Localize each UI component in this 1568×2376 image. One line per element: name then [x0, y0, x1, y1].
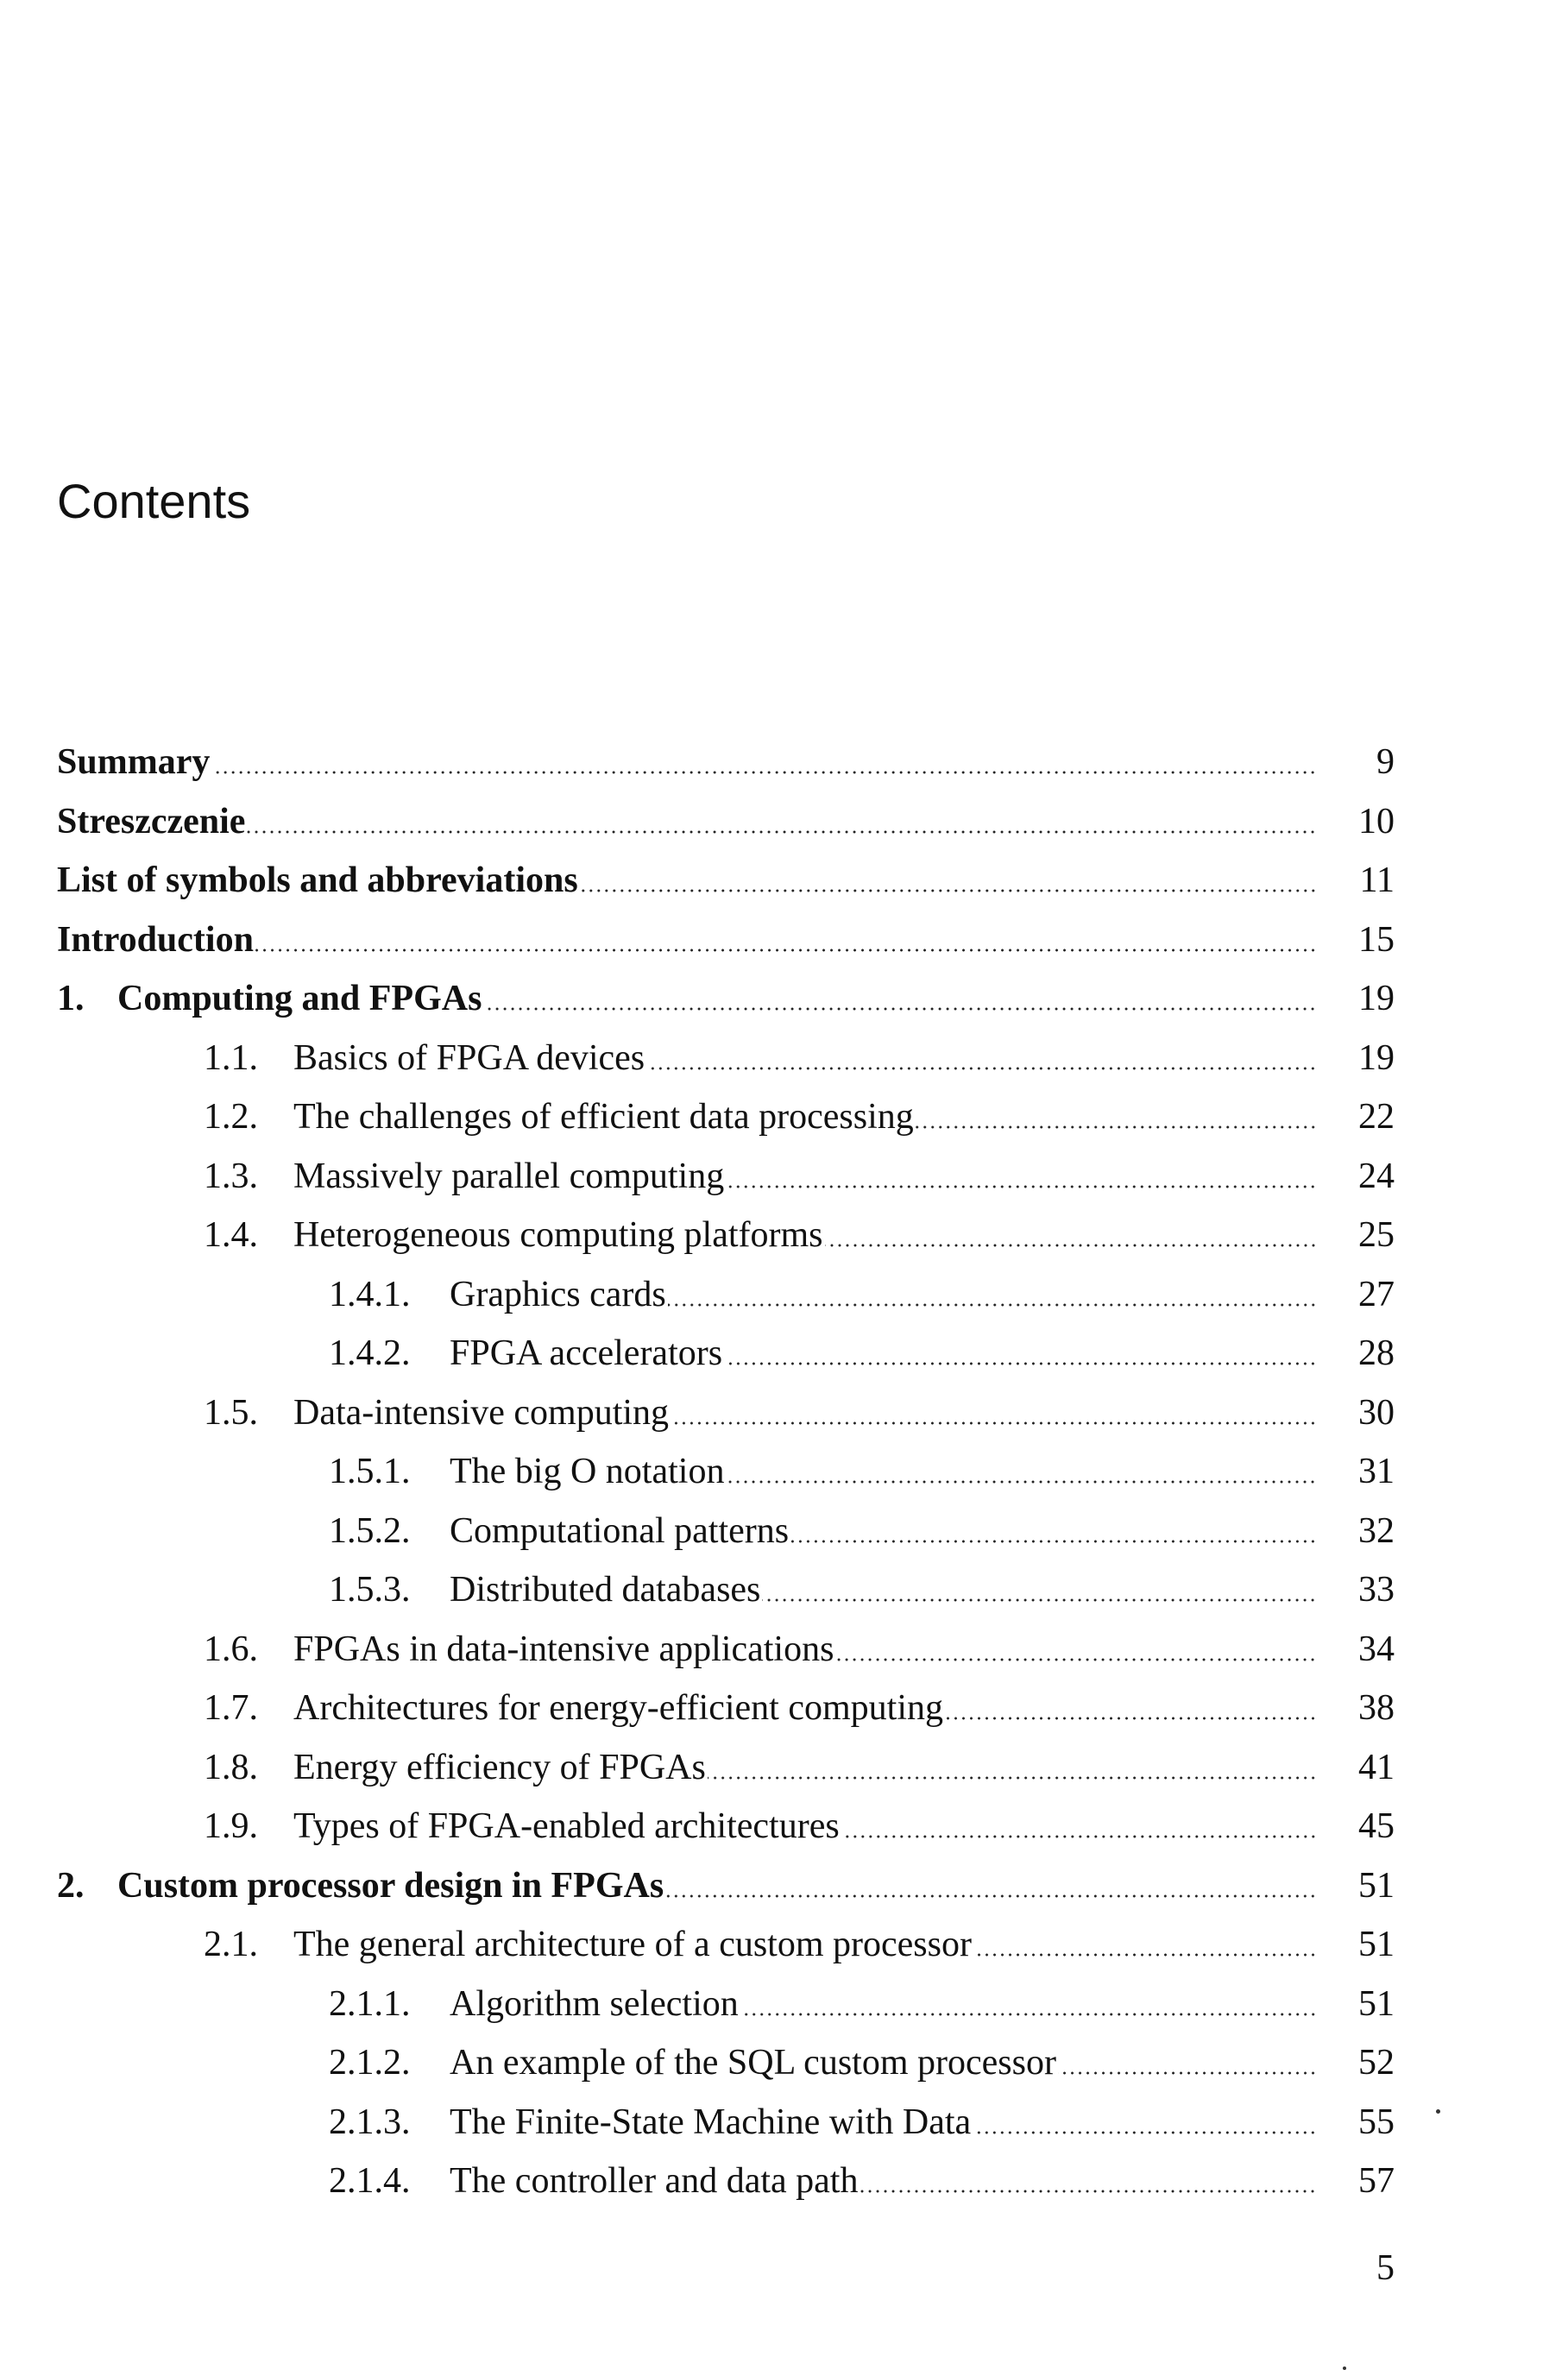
- toc-entry-title: FPGA accelerators: [450, 1333, 723, 1374]
- toc-entry-page: 32: [1358, 1510, 1395, 1551]
- toc-entry-number: 1.4.2.: [329, 1333, 411, 1374]
- toc-entry[interactable]: [57, 792, 1395, 852]
- toc-entry-page: 51: [1358, 1925, 1395, 1965]
- toc-entry[interactable]: [57, 911, 1395, 970]
- toc-entry[interactable]: [57, 1620, 1395, 1680]
- toc-entry[interactable]: [57, 733, 1395, 792]
- dot-leader: [708, 1773, 1317, 1783]
- toc-entry-title: The general architecture of a custom processor: [293, 1925, 972, 1965]
- toc-entry-page: 38: [1358, 1688, 1395, 1729]
- toc-entry-number: 1.6.: [204, 1629, 258, 1669]
- toc-entry-number: 2.1.1.: [329, 1983, 411, 2024]
- toc-entry[interactable]: [57, 2152, 1395, 2211]
- toc-entry-title: The challenges of efficient data processing: [293, 1097, 914, 1138]
- toc-entry-number: 1.3.: [204, 1156, 258, 1196]
- dot-leader: [916, 1122, 1317, 1132]
- toc-entry-page: 27: [1358, 1274, 1395, 1314]
- toc-entry[interactable]: [57, 1442, 1395, 1502]
- toc-entry-number: 1.: [57, 979, 85, 1019]
- toc-entry[interactable]: [57, 1265, 1395, 1325]
- toc-entry[interactable]: [57, 1856, 1395, 1916]
- toc-entry-page: 55: [1358, 2102, 1395, 2142]
- toc-entry[interactable]: [57, 1383, 1395, 1443]
- toc-entry[interactable]: [57, 1087, 1395, 1147]
- toc-entry-page: 30: [1358, 1392, 1395, 1433]
- toc-entry-page: 10: [1358, 801, 1395, 841]
- toc-entry-page: 52: [1358, 2043, 1395, 2083]
- toc-entry-number: 1.5.1.: [329, 1452, 411, 1492]
- dot-leader: [724, 1358, 1317, 1369]
- toc-entry[interactable]: [57, 1502, 1395, 1561]
- toc-entry-title: Algorithm selection: [450, 1983, 739, 2024]
- toc-entry-number: 1.4.1.: [329, 1274, 411, 1314]
- toc-entry-number: 1.9.: [204, 1806, 258, 1847]
- toc-entry-page: 9: [1376, 742, 1395, 783]
- toc-entry-title: FPGAs in data-intensive applications: [293, 1629, 834, 1669]
- dot-leader: [726, 1182, 1317, 1192]
- toc-entry[interactable]: [57, 969, 1395, 1029]
- page-number: 5: [1376, 2248, 1395, 2288]
- toc-entry-number: 1.5.2.: [329, 1510, 411, 1551]
- toc-entry-page: 11: [1359, 860, 1395, 901]
- toc-entry-page: 22: [1358, 1097, 1395, 1138]
- toc-entry-number: 1.5.3.: [329, 1570, 411, 1610]
- toc-entry-page: 25: [1358, 1215, 1395, 1256]
- toc-entry-title: The controller and data path: [450, 2161, 859, 2202]
- page-title: Contents: [57, 474, 251, 528]
- toc-entry[interactable]: [57, 1029, 1395, 1088]
- toc-entry-title: Streszczenie: [57, 801, 246, 841]
- toc-entry-page: 33: [1358, 1570, 1395, 1610]
- toc-entry[interactable]: [57, 1738, 1395, 1798]
- dot-leader: [726, 1477, 1317, 1487]
- toc-entry-number: 1.8.: [204, 1747, 258, 1787]
- toc-entry-title: Summary: [57, 742, 211, 783]
- toc-entry-title: An example of the SQL custom processor: [450, 2043, 1056, 2083]
- dot-leader: [668, 1300, 1317, 1310]
- toc-entry-title: List of symbols and abbreviations: [57, 860, 578, 901]
- table-of-contents: [57, 733, 1395, 2211]
- dot-leader: [665, 1891, 1317, 1901]
- toc-entry[interactable]: [57, 2033, 1395, 2093]
- dot-leader: [790, 1536, 1317, 1547]
- toc-entry[interactable]: [57, 1147, 1395, 1207]
- dot-leader: [646, 1063, 1317, 1074]
- toc-entry-page: 31: [1358, 1452, 1395, 1492]
- toc-entry-title: Computational patterns: [450, 1510, 790, 1551]
- toc-entry-title: Graphics cards: [450, 1274, 666, 1314]
- scan-speck: [1343, 2367, 1346, 2370]
- toc-entry[interactable]: [57, 1560, 1395, 1620]
- toc-entry[interactable]: [57, 1915, 1395, 1975]
- toc-entry-page: 57: [1358, 2161, 1395, 2202]
- dot-leader: [841, 1831, 1317, 1842]
- dot-leader: [860, 2186, 1317, 2196]
- toc-entry-title: The Finite-State Machine with Data: [450, 2102, 972, 2142]
- toc-entry-number: 1.4.: [204, 1215, 258, 1256]
- toc-entry-title: Energy efficiency of FPGAs: [293, 1747, 706, 1787]
- toc-entry-title: Types of FPGA-enabled architectures: [293, 1806, 840, 1847]
- dot-leader: [740, 2009, 1317, 2020]
- toc-entry-number: 1.2.: [204, 1097, 258, 1138]
- dot-leader: [973, 1950, 1317, 1960]
- toc-entry-number: 2.1.: [204, 1925, 258, 1965]
- toc-entry-title: Heterogeneous computing platforms: [293, 1215, 823, 1256]
- dot-leader: [1058, 2068, 1317, 2078]
- toc-entry-number: 2.: [57, 1865, 85, 1906]
- toc-entry[interactable]: [57, 1797, 1395, 1856]
- dot-leader: [945, 1713, 1317, 1724]
- toc-entry-page: 19: [1358, 1037, 1395, 1078]
- dot-leader: [483, 1004, 1317, 1014]
- scan-speck: [1436, 2109, 1440, 2114]
- toc-entry[interactable]: [57, 2093, 1395, 2152]
- toc-entry-number: 2.1.3.: [329, 2102, 411, 2142]
- toc-entry-number: 1.5.: [204, 1392, 258, 1433]
- toc-entry[interactable]: [57, 1206, 1395, 1265]
- dot-leader: [211, 767, 1317, 778]
- toc-entry-page: 51: [1358, 1983, 1395, 2024]
- toc-entry-page: 15: [1358, 919, 1395, 960]
- toc-entry-title: Introduction: [57, 919, 254, 960]
- dot-leader: [825, 1240, 1317, 1251]
- toc-entry-number: 2.1.4.: [329, 2161, 411, 2202]
- dot-leader: [762, 1595, 1317, 1605]
- toc-entry-page: 24: [1358, 1156, 1395, 1196]
- toc-entry-title: Computing and FPGAs: [117, 979, 482, 1019]
- toc-entry-page: 41: [1358, 1747, 1395, 1787]
- dot-leader: [835, 1654, 1317, 1665]
- toc-entry[interactable]: [57, 851, 1395, 911]
- toc-entry-title: Massively parallel computing: [293, 1156, 725, 1196]
- toc-entry-number: 2.1.2.: [329, 2043, 411, 2083]
- toc-entry[interactable]: [57, 1975, 1395, 2034]
- toc-entry-page: 45: [1358, 1806, 1395, 1847]
- dot-leader: [255, 945, 1317, 955]
- dot-leader: [973, 2127, 1317, 2138]
- toc-entry-title: Custom processor design in FPGAs: [117, 1865, 664, 1906]
- toc-entry-title: Basics of FPGA devices: [293, 1037, 645, 1078]
- toc-entry-title: The big O notation: [450, 1452, 725, 1492]
- toc-entry-number: 1.7.: [204, 1688, 258, 1729]
- toc-entry-page: 34: [1358, 1629, 1395, 1669]
- toc-entry-number: 1.1.: [204, 1037, 258, 1078]
- dot-leader: [671, 1418, 1317, 1428]
- toc-entry[interactable]: [57, 1679, 1395, 1738]
- dot-leader: [580, 885, 1317, 896]
- toc-entry-page: 19: [1358, 979, 1395, 1019]
- toc-entry-title: Data-intensive computing: [293, 1392, 670, 1433]
- toc-entry-title: Architectures for energy-efficient computing: [293, 1688, 943, 1729]
- toc-entry-page: 28: [1358, 1333, 1395, 1374]
- dot-leader: [247, 827, 1317, 837]
- toc-entry-page: 51: [1358, 1865, 1395, 1906]
- toc-entry[interactable]: [57, 1324, 1395, 1383]
- toc-entry-title: Distributed databases: [450, 1570, 761, 1610]
